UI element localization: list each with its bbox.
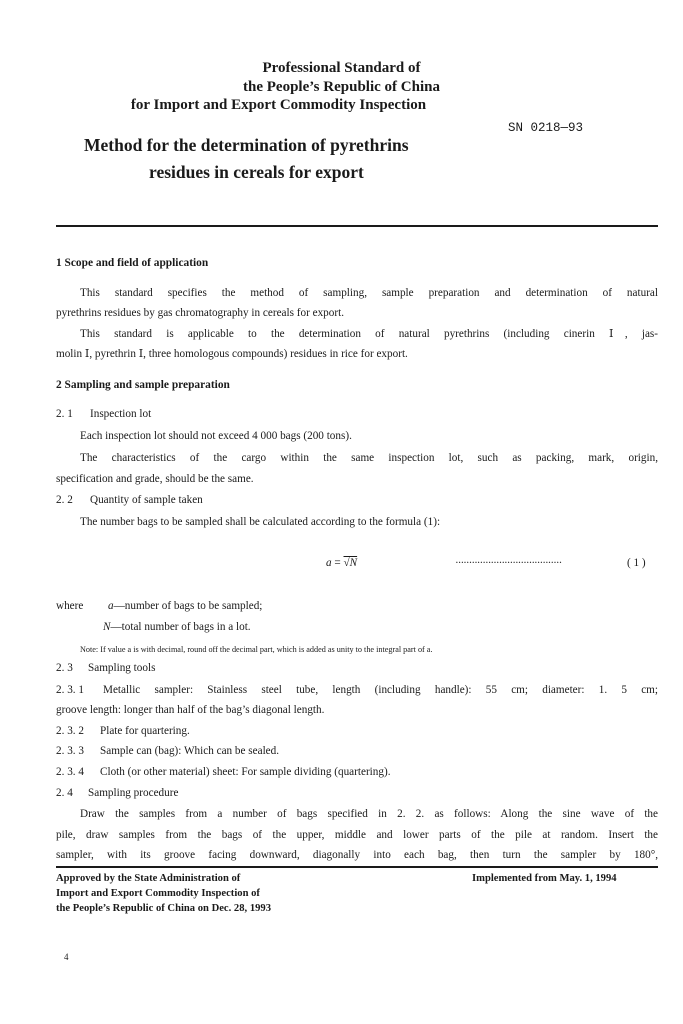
where-a-symbol: a	[108, 600, 114, 612]
s24-line2: pile, draw samples from the bags of the upper, middle and lower parts of the pile at random. Insert the	[56, 829, 658, 841]
where-label: where	[56, 600, 84, 612]
s233-text: Sample can (bag): Which can be sealed.	[100, 745, 280, 757]
s21-line1: Each inspection lot should not exceed 4 000 bags (200 tons).	[80, 430, 352, 442]
formula-number: ( 1 )	[627, 557, 646, 569]
section-2-heading: 2 Sampling and sample preparation	[56, 379, 230, 391]
s1-p1-line1: This standard specifies the method of sampling, sample preparation and determination of natural	[80, 287, 658, 299]
where-a	[108, 600, 262, 612]
s21-line2: The characteristics of the cargo within the same inspection lot, such as packing, mark, origin,	[80, 452, 658, 464]
formula-equals: =	[334, 557, 341, 569]
s231-line1: Metallic sampler: Stainless steel tube, length (including handle): 55 cm; diameter: 1. 5 cm;	[103, 684, 658, 696]
formula-note: Note: If value a is with decimal, round off the decimal part, which is added as unity to the integral part of a.	[80, 645, 433, 654]
header-divider	[56, 225, 658, 227]
s233-number: 2. 3. 3	[56, 745, 84, 757]
where-a-text: —number of bags to be sampled;	[113, 600, 263, 612]
s1-p2-line2: molin Ⅰ, pyrethrin Ⅰ, three homologous compounds) residues in rice for export.	[56, 348, 408, 360]
approved-line-3: the People’s Republic of China on Dec. 28, 1993	[56, 903, 272, 914]
s234-text: Cloth (or other material) sheet: For sample dividing (quartering).	[100, 766, 391, 778]
s22-number: 2. 2	[56, 494, 73, 506]
approved-line-2: Import and Export Commodity Inspection of	[56, 888, 260, 899]
standard-code: SN 0218—93	[508, 121, 584, 135]
approved-line-1: Approved by the State Administration of	[56, 873, 241, 884]
footer-divider	[56, 866, 658, 868]
s21-title: Inspection lot	[90, 408, 152, 420]
formula-rhs: √N	[343, 557, 358, 569]
formula	[326, 557, 357, 569]
formula-lhs: a	[326, 557, 332, 569]
section-1-heading: 1 Scope and field of application	[56, 257, 209, 269]
s24-line3: sampler, with its groove facing downward, diagonally into each bag, then turn the sampler by 180°,	[56, 849, 658, 861]
header-line-1: Professional Standard of	[262, 60, 421, 76]
implemented-date: Implemented from May. 1, 1994	[472, 873, 617, 884]
title-line-1: Method for the determination of pyrethrins	[84, 135, 409, 155]
s21-number: 2. 1	[56, 408, 73, 420]
s24-title: Sampling procedure	[88, 787, 179, 799]
s1-p1-line2: pyrethrins residues by gas chromatography in cereals for export.	[56, 307, 344, 319]
s232-number: 2. 3. 2	[56, 725, 84, 737]
s1-p2-line1: This standard is applicable to the determination of natural pyrethrins (including cinerin Ⅰ, jas-	[80, 328, 658, 340]
s22-line1: The number bags to be sampled shall be calculated according to the formula (1):	[80, 516, 441, 528]
s232-text: Plate for quartering.	[100, 725, 190, 737]
s234-number: 2. 3. 4	[56, 766, 84, 778]
s24-number: 2. 4	[56, 787, 73, 799]
s231-number: 2. 3. 1	[56, 684, 84, 696]
s231-line2: groove length: longer than half of the bag’s diagonal length.	[56, 704, 325, 716]
where-n-symbol: N	[103, 621, 111, 633]
header-line-2: the People’s Republic of China	[243, 79, 440, 95]
s24-line1: Draw the samples from a number of bags specified in 2. 2. as follows: Along the sine wave of the	[80, 808, 658, 820]
header-line-3: for Import and Export Commodity Inspection	[130, 97, 427, 113]
s23-number: 2. 3	[56, 662, 73, 674]
page-number: 4	[64, 952, 69, 962]
s22-title: Quantity of sample taken	[90, 494, 203, 506]
s21-line3: specification and grade, should be the same.	[56, 473, 254, 485]
where-n-text: —total number of bags in a lot.	[110, 621, 251, 633]
where-n	[103, 621, 251, 633]
title-line-2: residues in cereals for export	[149, 162, 364, 182]
formula-leader-dots: ·······································	[455, 557, 562, 569]
s23-title: Sampling tools	[88, 662, 156, 674]
